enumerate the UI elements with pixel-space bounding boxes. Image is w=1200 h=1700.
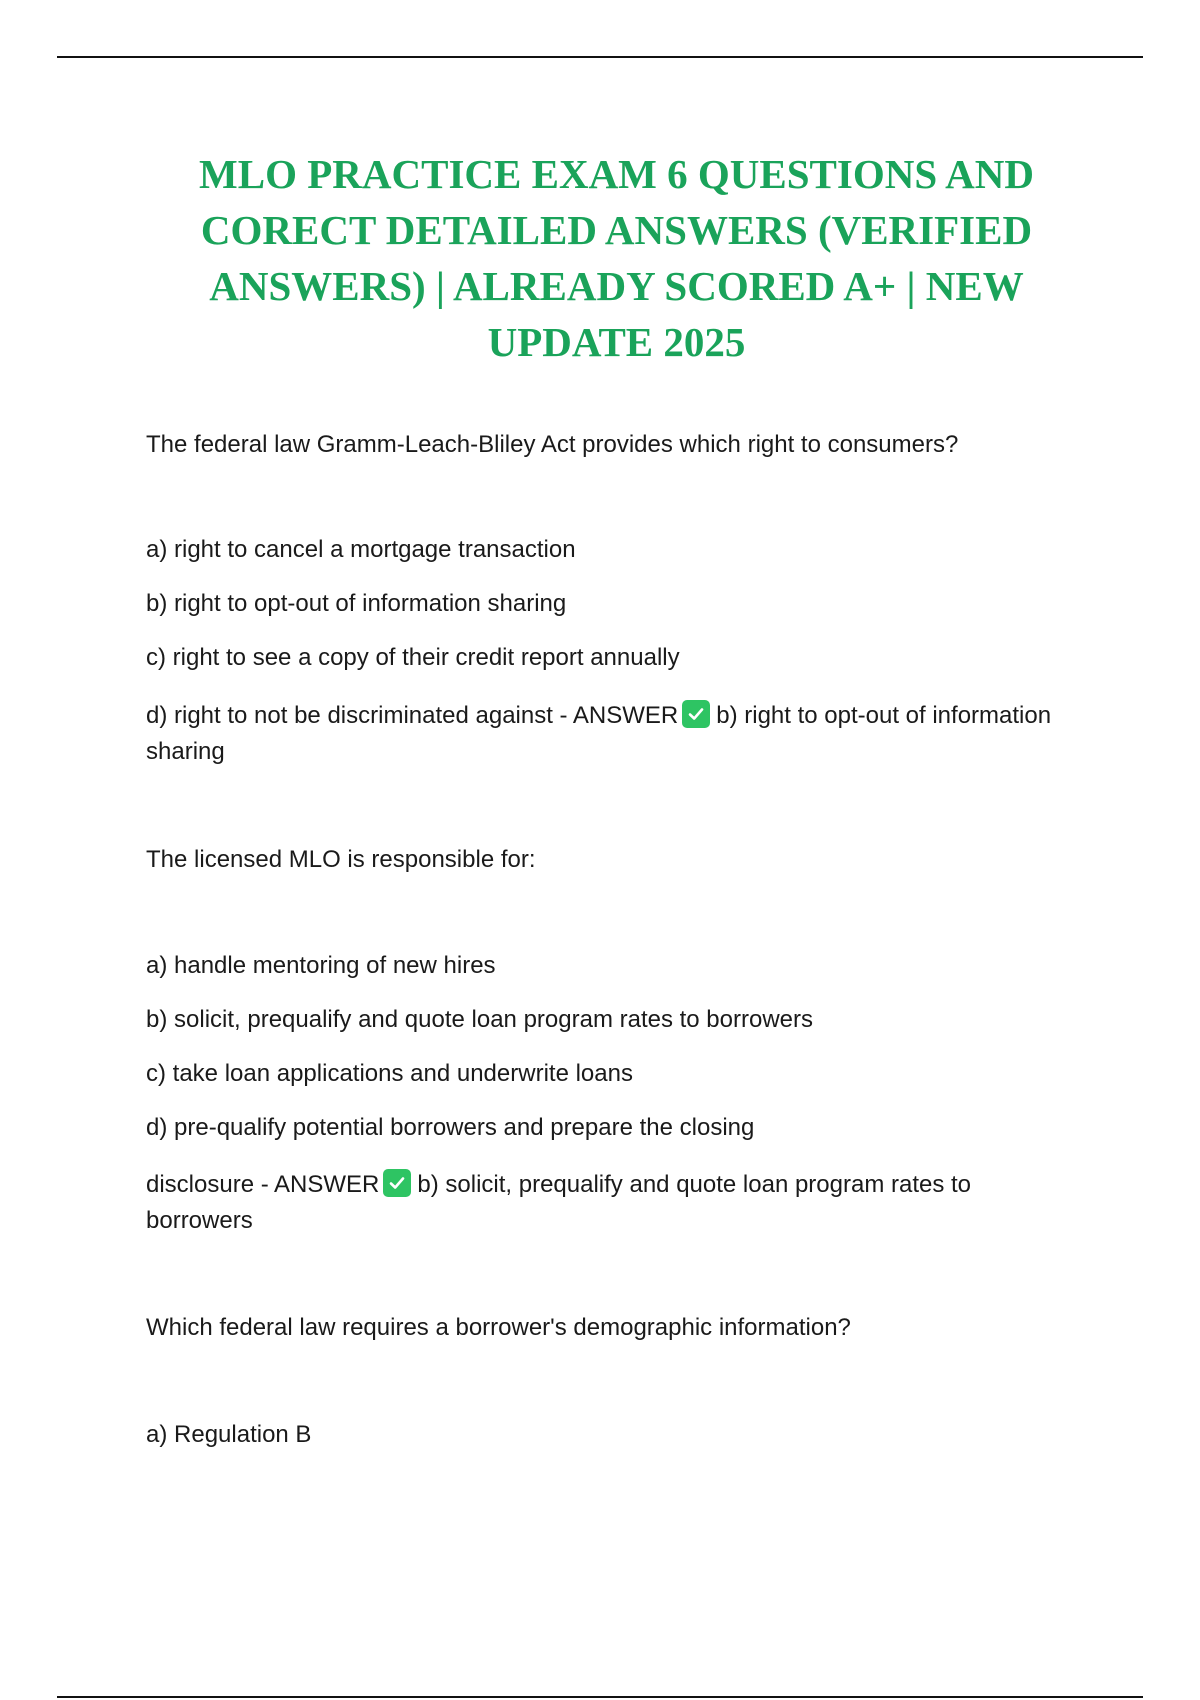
correct-answer: b) solicit, prequalify and quote loan program rates to borrowers xyxy=(146,1171,972,1234)
check-icon xyxy=(682,700,710,728)
answer-option: a) right to cancel a mortgage transaction xyxy=(146,536,576,563)
answer-option-with-answer xyxy=(146,1167,1066,1239)
answer-option: d) pre-qualify potential borrowers and prepare the closing xyxy=(146,1114,755,1141)
answer-option: a) handle mentoring of new hires xyxy=(146,952,496,979)
question-text: The licensed MLO is responsible for: xyxy=(146,846,536,873)
question-text: Which federal law requires a borrower's demographic information? xyxy=(146,1314,851,1341)
bottom-rule xyxy=(57,1696,1143,1698)
answer-option-prefix: d) right to not be discriminated against - ANSWER xyxy=(146,702,679,729)
check-icon xyxy=(383,1169,411,1197)
question-text: The federal law Gramm-Leach-Bliley Act provides which right to consumers? xyxy=(146,431,959,458)
answer-option: b) solicit, prequalify and quote loan program rates to borrowers xyxy=(146,1006,814,1033)
page-title: MLO PRACTICE EXAM 6 QUESTIONS AND CORECT DETAILED ANSWERS (VERIFIED ANSWERS) | ALREADY SCORED A+ | NEW UPDATE 2025 xyxy=(199,151,1034,365)
correct-answer: b) right to opt-out of information sharing xyxy=(146,702,1052,765)
answer-option: c) take loan applications and underwrite loans xyxy=(146,1060,633,1087)
answer-option: a) Regulation B xyxy=(146,1421,312,1448)
top-rule xyxy=(57,56,1143,58)
answer-option-with-answer xyxy=(146,698,1066,770)
answer-option-prefix: disclosure - ANSWER xyxy=(146,1171,380,1198)
answer-option: b) right to opt-out of information sharing xyxy=(146,590,567,617)
answer-option: c) right to see a copy of their credit report annually xyxy=(146,644,680,671)
